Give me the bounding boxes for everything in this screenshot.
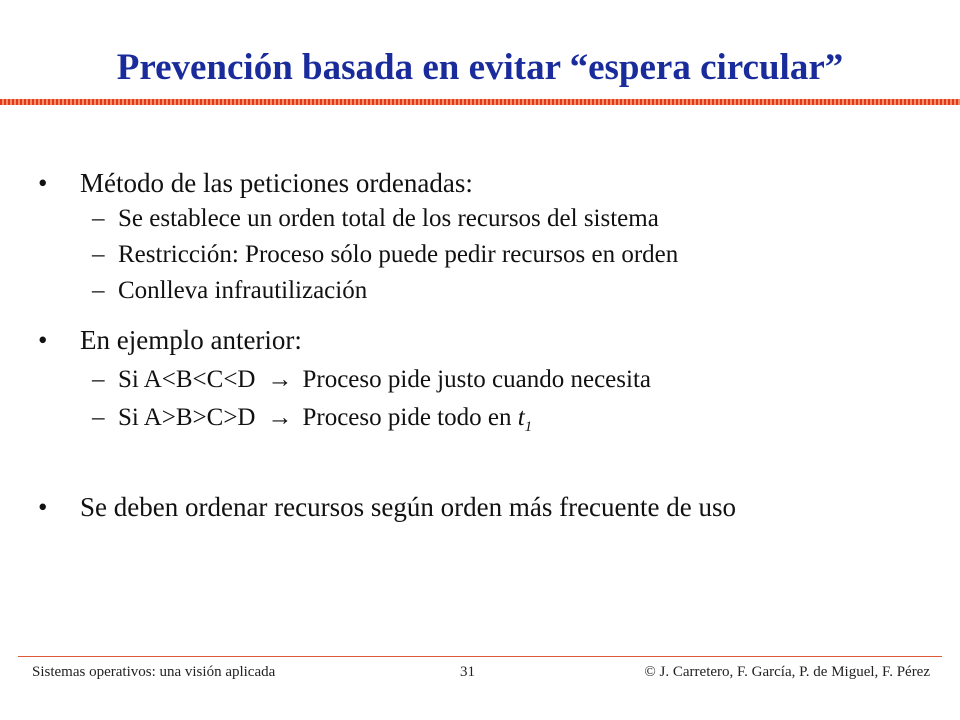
bullet-text: En ejemplo anterior: <box>80 325 302 355</box>
sub-item <box>92 237 678 273</box>
dash-mark: – <box>92 241 105 268</box>
page-number: 31 <box>460 664 475 680</box>
footer-divider <box>18 656 942 657</box>
sub-condition: Si A<B<C<D <box>118 366 256 393</box>
dash-mark: – <box>92 366 105 393</box>
dash-mark: – <box>92 404 105 431</box>
title-divider <box>0 99 960 105</box>
time-variable: $t_1$ <box>517 404 533 435</box>
sub-item <box>92 201 659 237</box>
bullet-item <box>38 165 473 201</box>
slide-title: Prevención basada en evitar “espera circular” <box>116 47 844 88</box>
bullet-text: Método de las peticiones ordenadas: <box>80 168 473 198</box>
bullet-item <box>38 322 302 358</box>
bullet-text: Se deben ordenar recursos según orden más frecuente de uso <box>80 492 737 522</box>
sub-text: Restricción: Proceso sólo puede pedir recursos en orden <box>118 241 679 268</box>
footer-copyright: © J. Carretero, F. García, P. de Miguel, F. Pérez <box>644 664 930 680</box>
sub-result: Proceso pide todo en <box>302 404 512 431</box>
time-subscript: 1 <box>524 419 533 435</box>
sub-text: Se establece un orden total de los recursos del sistema <box>118 205 659 232</box>
sub-result: Proceso pide justo cuando necesita <box>302 366 651 393</box>
sub-text: Conlleva infrautilización <box>118 277 368 304</box>
arrow-icon: → <box>267 404 293 431</box>
bullet-mark: • <box>38 492 48 522</box>
arrow-icon: → <box>267 366 293 393</box>
footer-book-title: Sistemas operativos: una visión aplicada <box>32 664 276 680</box>
bullet-mark: • <box>38 325 48 355</box>
dash-mark: – <box>92 205 105 232</box>
bullet-mark: • <box>38 168 48 198</box>
dash-mark: – <box>92 277 105 304</box>
sub-condition: Si A>B>C>D <box>118 404 256 431</box>
bullet-item <box>38 489 736 525</box>
sub-item <box>92 362 651 398</box>
sub-item <box>92 273 367 309</box>
sub-item <box>92 400 532 445</box>
